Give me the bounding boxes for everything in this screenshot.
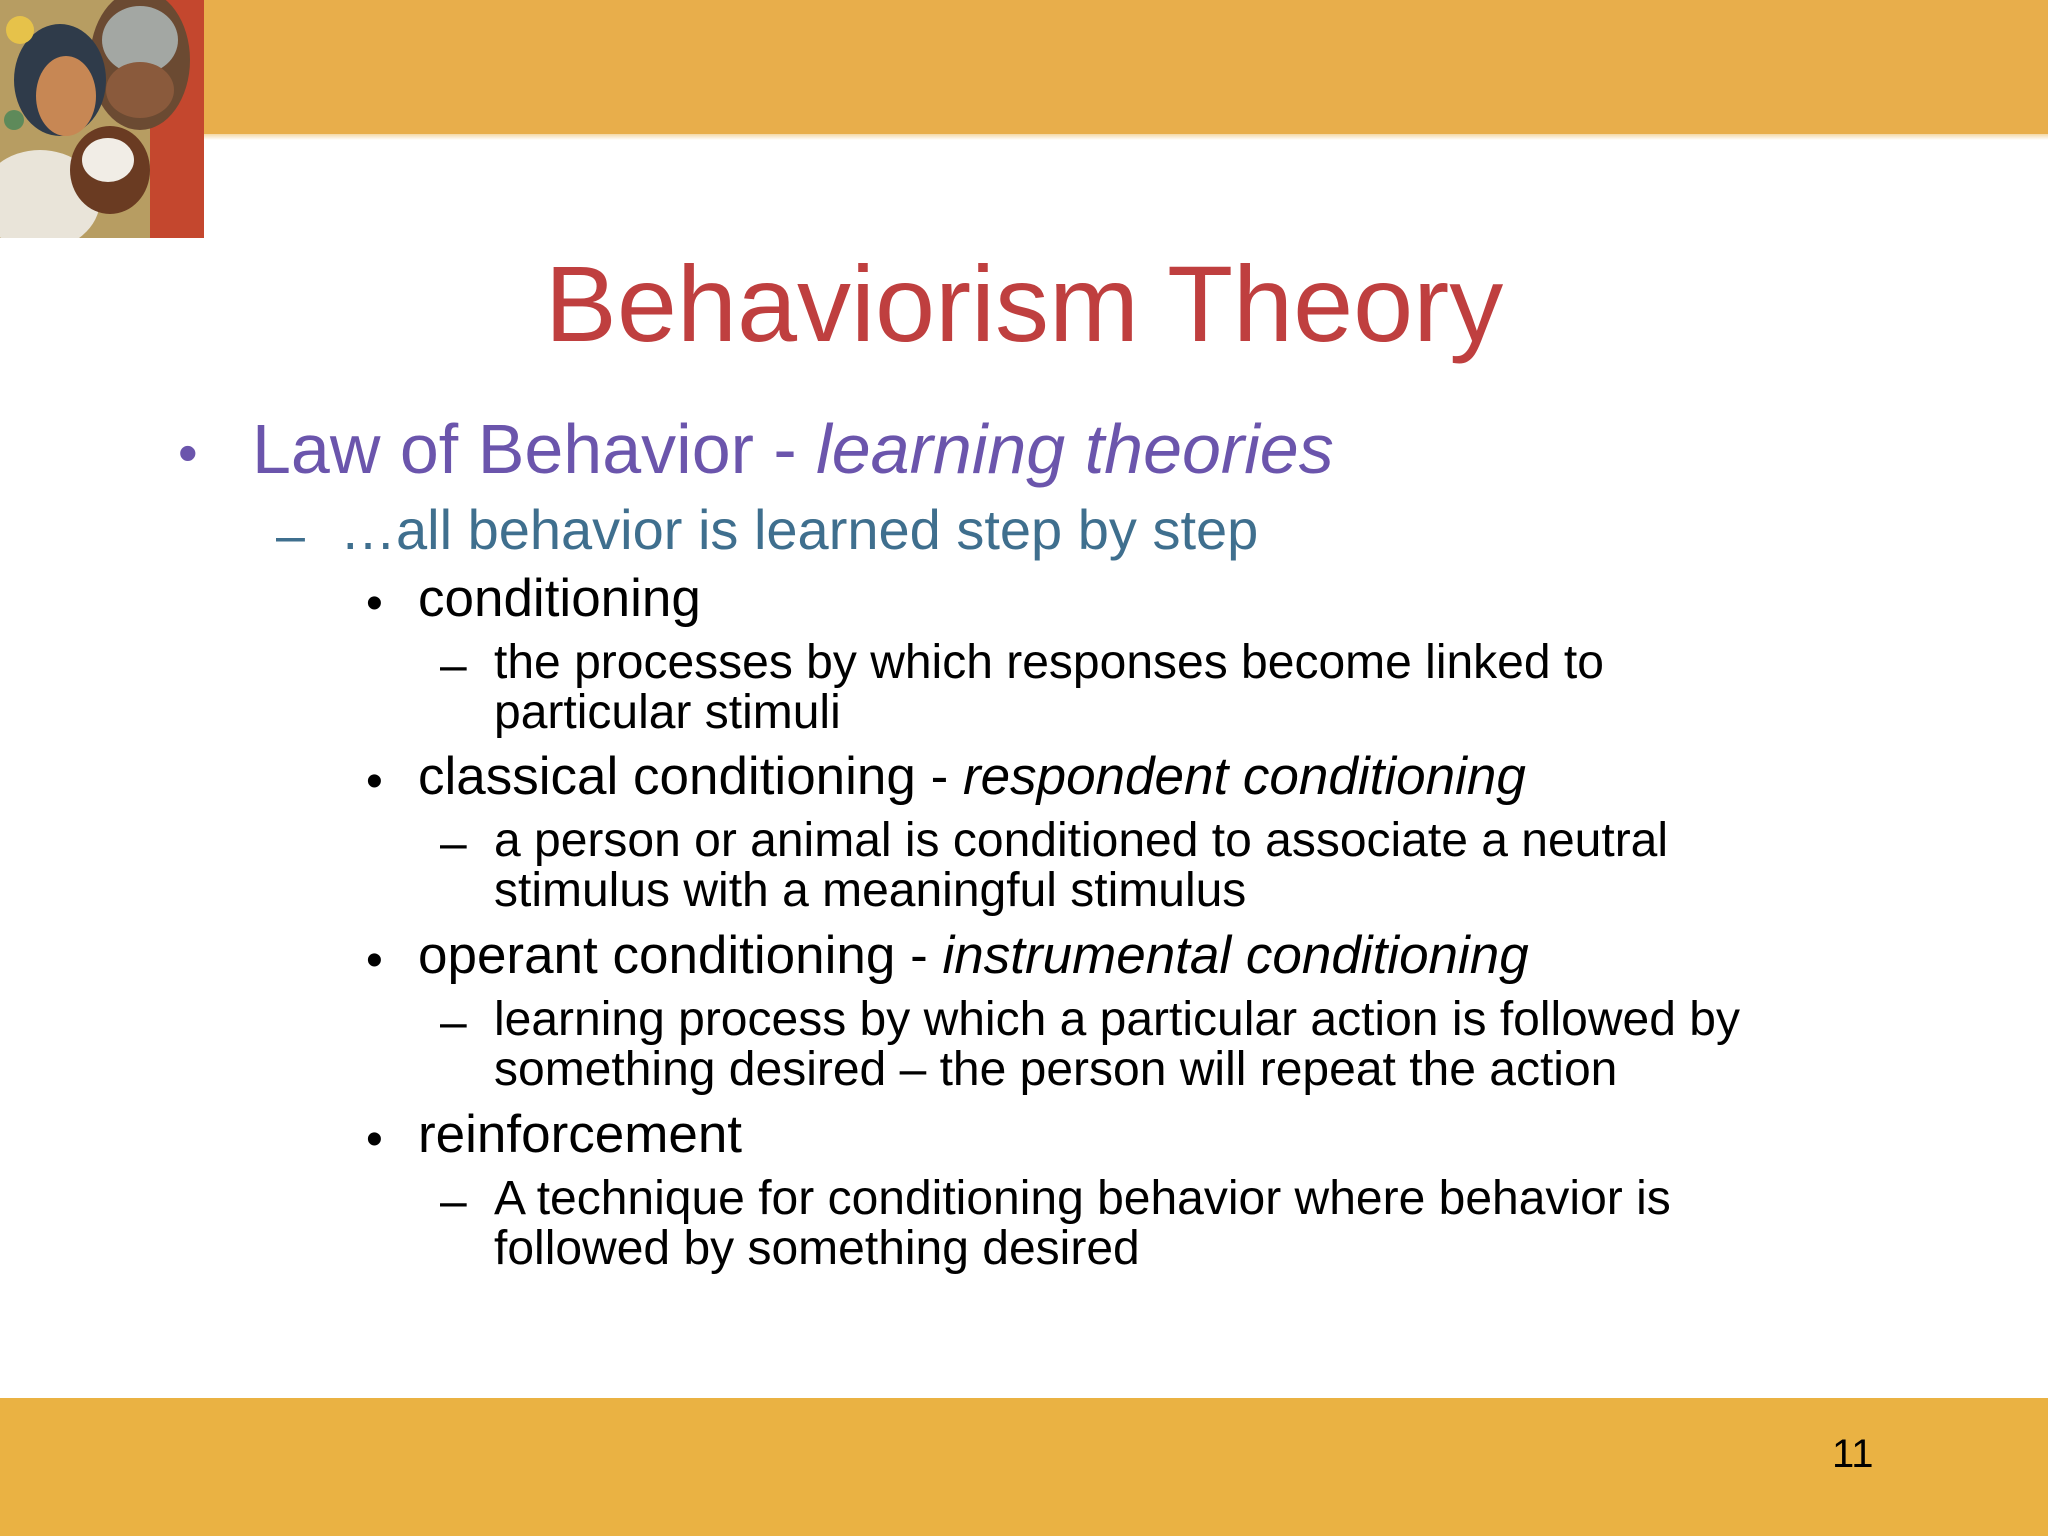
detail-line: stimulus with a meaningful stimulus [494,864,1247,917]
detail-line: the processes by which responses become linked to [494,636,1604,689]
item-detail [494,995,1894,1095]
level1-text: Law of Behavior - [252,410,817,488]
dash-icon: – [276,507,305,565]
dash-icon: – [440,1175,467,1228]
top-banner-shadow [0,134,2048,140]
item-detail [494,1174,1894,1274]
detail-line: A technique for conditioning behavior where behavior is [494,1172,1671,1225]
dash-icon: – [440,817,467,870]
item-conditioning [418,569,701,628]
detail-line: learning process by which a particular action is followed by [494,993,1740,1046]
item-detail [494,816,1894,916]
detail-line: something desired – the person will repeat the action [494,1043,1618,1096]
item-text: conditioning [418,569,701,628]
item-text: classical conditioning - [418,747,963,806]
bullet-icon: • [366,577,383,630]
detail-line: particular stimuli [494,686,841,739]
item-detail [494,638,1894,738]
item-italic-text: instrumental conditioning [942,926,1529,985]
bottom-banner [0,1398,2048,1536]
page-number: 11 [1832,1432,1874,1476]
item-operant-conditioning [418,926,1529,985]
level1-italic-text: learning theories [816,410,1334,488]
painting-illustration [0,0,204,238]
dash-icon: – [440,639,467,692]
top-banner [0,0,2048,134]
item-text: operant conditioning - [418,926,943,985]
item-italic-text: respondent conditioning [962,747,1526,806]
dash-icon: – [440,996,467,1049]
detail-line: followed by something desired [494,1222,1140,1275]
item-classical-conditioning [418,747,1526,806]
item-reinforcement [418,1105,743,1164]
bullet-icon: • [366,755,383,808]
illustration-image [0,0,204,238]
bullet-icon: • [178,421,198,484]
detail-line: a person or animal is conditioned to associate a neutral [494,814,1669,867]
slide-title: Behaviorism Theory [544,243,1504,364]
level2-text: …all behavior is learned step by step [340,498,1259,561]
bullet-icon: • [366,1113,383,1166]
bullet-icon: • [366,934,383,987]
item-text: reinforcement [418,1105,743,1164]
level1-bullet [252,410,1334,488]
